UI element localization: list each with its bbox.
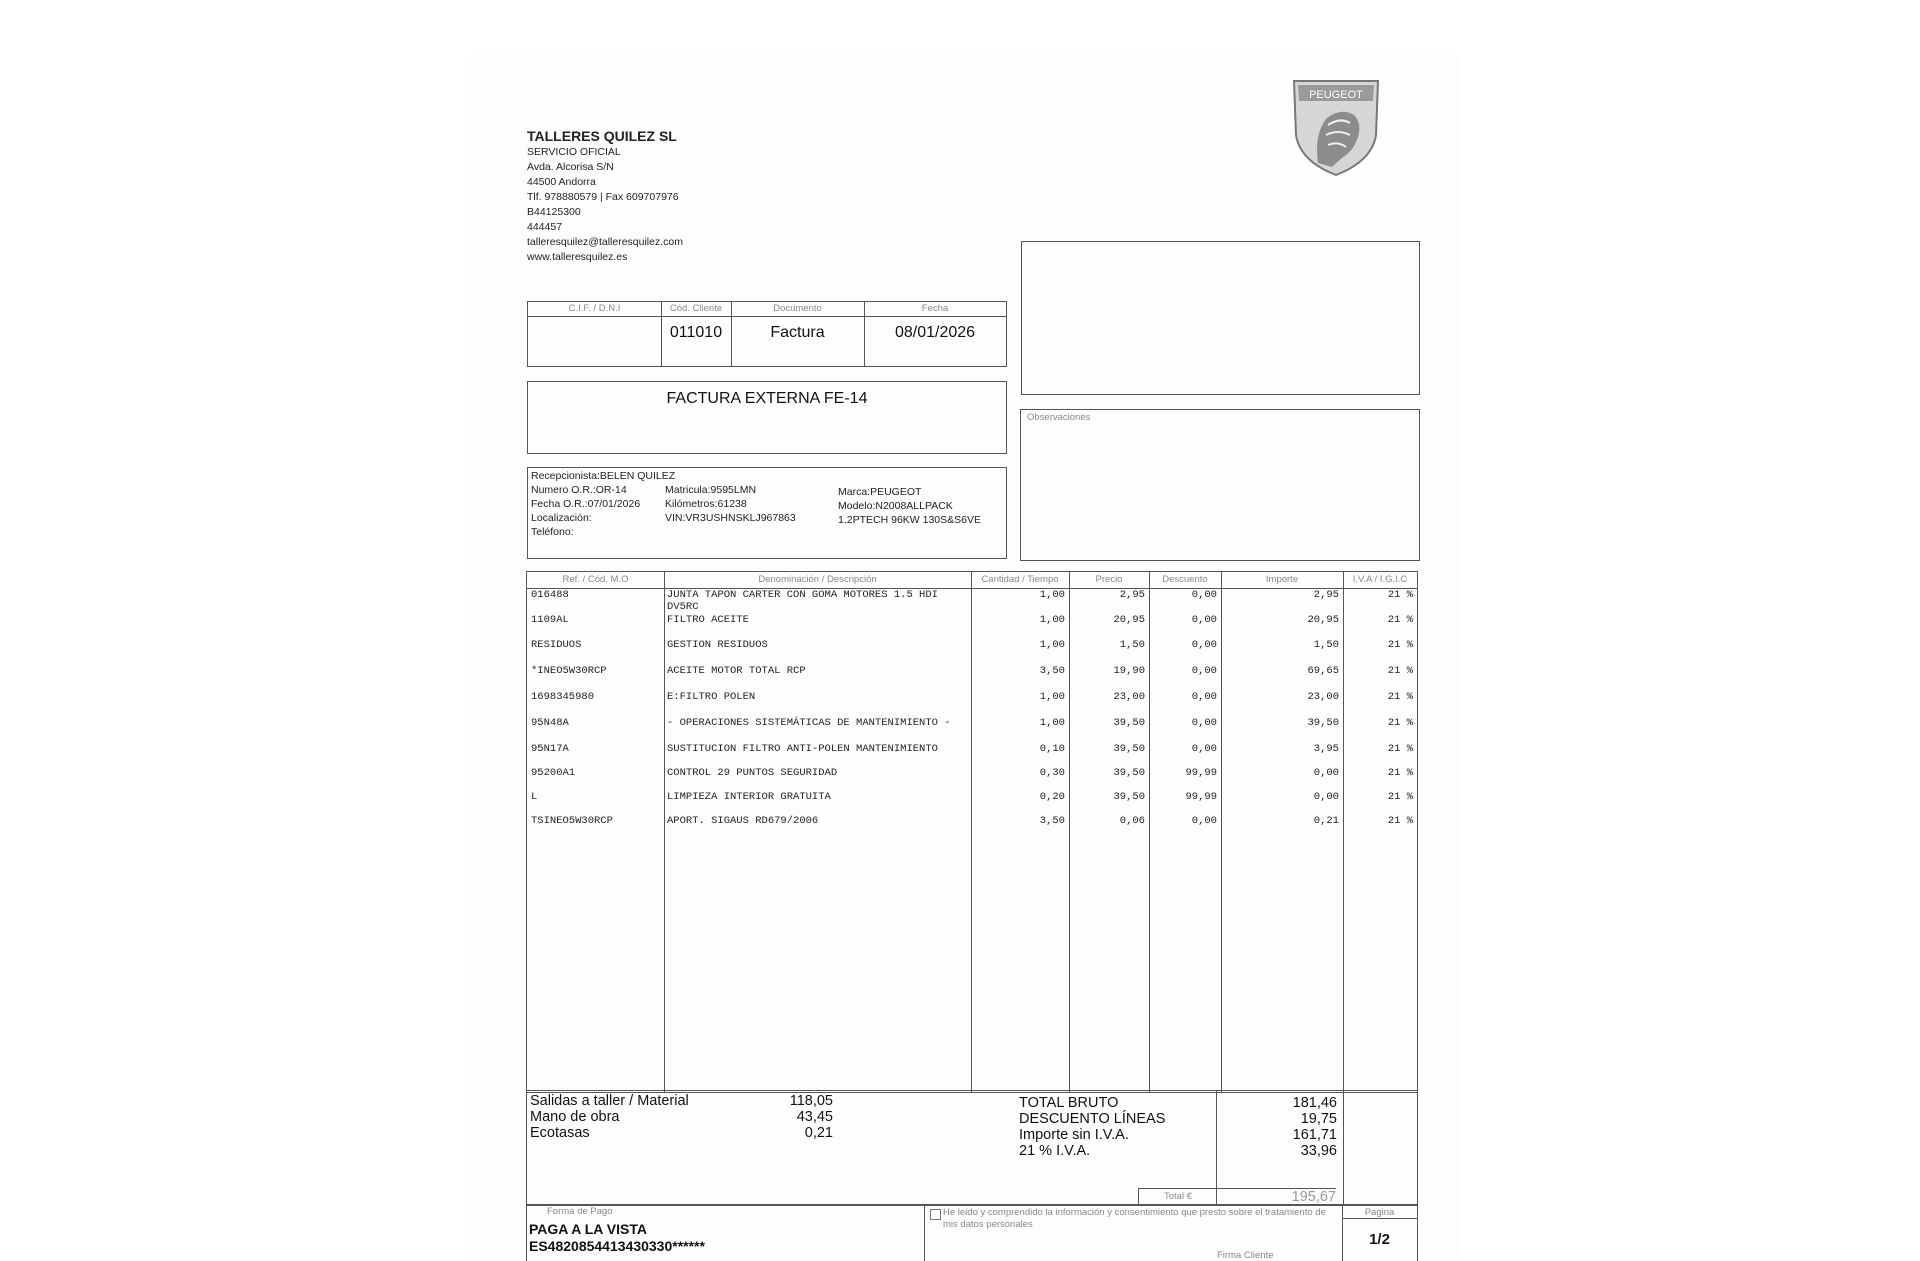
row-price: 39,50 xyxy=(1113,743,1145,755)
company-line: B44125300 xyxy=(527,206,581,218)
page-number: 1/2 xyxy=(1369,1231,1390,1248)
labor-label: Mano de obra xyxy=(530,1109,620,1125)
row-discount: 0,00 xyxy=(1191,665,1217,677)
col-header-price: Precio xyxy=(1069,572,1149,589)
row-iva: 21 % xyxy=(1387,691,1413,703)
col-header-qty: Cantidad / Tiempo xyxy=(971,572,1069,589)
row-discount: 0,00 xyxy=(1191,691,1217,703)
row-price: 19,90 xyxy=(1113,665,1145,677)
table-row xyxy=(527,589,1417,613)
invoice-title-box xyxy=(527,381,1007,454)
document-header-box xyxy=(527,301,1007,367)
row-price: 2,95 xyxy=(1119,589,1145,601)
row-desc: FILTRO ACEITE xyxy=(667,614,749,626)
row-qty: 0,30 xyxy=(1039,767,1065,779)
row-desc: ACEITE MOTOR TOTAL RCP xyxy=(667,665,806,677)
payment-method: PAGA A LA VISTA xyxy=(529,1221,647,1237)
row-iva: 21 % xyxy=(1387,639,1413,651)
row-price: 39,50 xyxy=(1113,791,1145,803)
table-row xyxy=(527,691,1417,715)
kilometers: Kilómetros:61238 xyxy=(665,498,747,510)
materials-value: 118,05 xyxy=(789,1093,833,1109)
table-row xyxy=(527,791,1417,815)
company-line: SERVICIO OFICIAL xyxy=(527,146,621,158)
company-line: www.talleresquilez.es xyxy=(527,251,628,263)
row-discount: 0,00 xyxy=(1191,743,1217,755)
row-amount: 39,50 xyxy=(1307,717,1339,729)
summary-right-values xyxy=(1217,1095,1337,1159)
col-header-iva: I.V.A / I.G.I.C xyxy=(1343,572,1417,589)
table-row xyxy=(527,717,1417,741)
row-iva: 21 % xyxy=(1387,717,1413,729)
row-iva: 21 % xyxy=(1387,767,1413,779)
location: Localización: xyxy=(531,512,592,524)
net-amount-value: 161,71 xyxy=(1292,1127,1337,1143)
company-line: Avda. Alcorisa S/N xyxy=(527,161,614,173)
table-row xyxy=(527,614,1417,638)
row-price: 1,50 xyxy=(1119,639,1145,651)
col-header-amount: Importe xyxy=(1221,572,1343,589)
company-line: talleresquilez@talleresquilez.com xyxy=(527,236,683,248)
payment-iban: ES4820854413430330****** xyxy=(529,1238,705,1254)
row-desc: JUNTA TAPON CARTER CON GOMA MOTORES 1.5 HDI DV5RC xyxy=(667,589,938,613)
summary-box xyxy=(526,1090,1418,1206)
row-qty: 1,00 xyxy=(1039,639,1065,651)
date-label: Fecha xyxy=(864,302,1006,317)
model: Modelo:N2008ALLPACK xyxy=(838,500,953,512)
consent-checkbox[interactable] xyxy=(930,1209,941,1220)
row-discount: 0,00 xyxy=(1191,614,1217,626)
table-row xyxy=(527,665,1417,689)
cif-label: C.I.F. / D.N.I xyxy=(528,302,661,317)
total-value: 195,67 xyxy=(1216,1188,1336,1205)
row-ref: 1698345980 xyxy=(531,691,595,703)
row-discount: 0,00 xyxy=(1191,639,1217,651)
items-table xyxy=(526,571,1418,1093)
row-ref: TSINEO5W30RCP xyxy=(531,815,613,827)
row-desc: SUSTITUCION FILTRO ANTI-POLEN MANTENIMIENTO xyxy=(667,743,938,755)
client-code-value: 011010 xyxy=(669,324,723,341)
row-qty: 0,20 xyxy=(1039,791,1065,803)
row-discount: 0,00 xyxy=(1191,815,1217,827)
row-iva: 21 % xyxy=(1387,791,1413,803)
vin: VIN:VR3USHNSKLJ967863 xyxy=(665,512,796,524)
document-label: Documento xyxy=(731,302,864,317)
invoice-title: FACTURA EXTERNA FE-14 xyxy=(666,390,868,407)
company-name: TALLERES QUILEZ SL xyxy=(527,128,677,144)
ecotax-label: Ecotasas xyxy=(530,1125,590,1141)
date-value: 08/01/2026 xyxy=(894,324,976,341)
row-ref: L xyxy=(531,791,538,803)
row-amount: 20,95 xyxy=(1307,614,1339,626)
row-qty: 1,00 xyxy=(1039,691,1065,703)
total-label: Total € xyxy=(1138,1188,1217,1205)
line-discount-label: DESCUENTO LÍNEAS xyxy=(1019,1111,1166,1127)
row-price: 39,50 xyxy=(1113,717,1145,729)
logo-text: PEUGEOT xyxy=(1309,89,1363,101)
row-ref: 95200A1 xyxy=(531,767,576,779)
vehicle-info-col3 xyxy=(838,485,981,527)
table-row xyxy=(527,639,1417,663)
row-ref: 1109AL xyxy=(531,614,569,626)
payment-label: Forma de Pago xyxy=(547,1206,613,1217)
receptionist: Recepcionista:BELEN QUILEZ xyxy=(531,470,676,482)
summary-left-labels xyxy=(530,1093,689,1141)
vat-label: 21 % I.V.A. xyxy=(1019,1143,1091,1159)
row-qty: 0,10 xyxy=(1039,743,1065,755)
net-amount-label: Importe sin I.V.A. xyxy=(1019,1127,1129,1143)
document-type-value: Factura xyxy=(770,324,825,341)
row-ref: 016488 xyxy=(531,589,569,601)
materials-label: Salidas a taller / Material xyxy=(530,1093,689,1109)
row-discount: 99,99 xyxy=(1185,791,1217,803)
row-desc: E:FILTRO POLEN xyxy=(667,691,756,703)
company-block xyxy=(527,128,683,265)
row-desc: LIMPIEZA INTERIOR GRATUITA xyxy=(667,791,831,803)
brand: Marca:PEUGEOT xyxy=(838,486,922,498)
ecotax-value: 0,21 xyxy=(804,1125,833,1141)
consent-text: He leido y comprendido la información y consentimiento que presto sobre el tratamiento de mis datos personales xyxy=(943,1207,1326,1230)
row-amount: 1,50 xyxy=(1313,639,1339,651)
signature-label: Firma Cliente xyxy=(1217,1250,1274,1261)
row-iva: 21 % xyxy=(1387,815,1413,827)
company-line: Tlf. 978880579 | Fax 609707976 xyxy=(527,191,679,203)
row-ref: 95N48A xyxy=(531,717,569,729)
footer-box xyxy=(526,1204,1418,1261)
order-date: Fecha O.R.:07/01/2026 xyxy=(531,498,641,510)
col-header-ref: Ref. / Cód. M.O xyxy=(527,572,664,589)
labor-value: 43,45 xyxy=(796,1109,833,1125)
license-plate: Matricula:9595LMN xyxy=(665,484,757,496)
row-price: 39,50 xyxy=(1113,767,1145,779)
vehicle-info-col1 xyxy=(531,469,675,539)
company-line: 44500 Andorra xyxy=(527,176,596,188)
table-row xyxy=(527,767,1417,791)
gross-total-label: TOTAL BRUTO xyxy=(1019,1095,1119,1111)
row-discount: 0,00 xyxy=(1191,717,1217,729)
row-amount: 3,95 xyxy=(1313,743,1339,755)
row-qty: 3,50 xyxy=(1039,665,1065,677)
vehicle-info-col2 xyxy=(665,483,796,525)
summary-right-labels xyxy=(1019,1095,1165,1159)
page-label: Pagina xyxy=(1342,1207,1417,1219)
row-discount: 0,00 xyxy=(1191,589,1217,601)
row-ref: 95N17A xyxy=(531,743,569,755)
observations-box xyxy=(1020,409,1420,561)
row-price: 0,06 xyxy=(1119,815,1145,827)
row-desc: - OPERACIONES SISTEMÁTICAS DE MANTENIMIENTO - xyxy=(667,717,951,729)
row-iva: 21 % xyxy=(1387,665,1413,677)
row-iva: 21 % xyxy=(1387,589,1413,601)
summary-left-values xyxy=(717,1093,833,1141)
row-amount: 23,00 xyxy=(1307,691,1339,703)
engine: 1.2PTECH 96KW 130S&S6VE xyxy=(838,514,981,526)
items-rows xyxy=(527,589,1417,1092)
row-qty: 1,00 xyxy=(1039,589,1065,601)
row-desc: CONTROL 29 PUNTOS SEGURIDAD xyxy=(667,767,838,779)
gross-total-value: 181,46 xyxy=(1292,1095,1337,1111)
col-header-desc: Denominación / Descripción xyxy=(664,572,971,589)
row-price: 23,00 xyxy=(1113,691,1145,703)
table-row xyxy=(527,815,1417,839)
line-discount-value: 19,75 xyxy=(1300,1111,1337,1127)
row-amount: 0,00 xyxy=(1313,791,1339,803)
row-iva: 21 % xyxy=(1387,743,1413,755)
row-amount: 0,21 xyxy=(1313,815,1339,827)
table-row xyxy=(527,743,1417,767)
order-number: Numero O.R.:OR-14 xyxy=(531,484,627,496)
vehicle-info-box xyxy=(527,467,1007,559)
vat-value: 33,96 xyxy=(1300,1143,1337,1159)
company-line: 444457 xyxy=(527,221,563,233)
row-ref: *INEO5W30RCP xyxy=(531,665,607,677)
row-amount: 2,95 xyxy=(1313,589,1339,601)
client-code-label: Cód. Cliente xyxy=(661,302,731,317)
row-qty: 3,50 xyxy=(1039,815,1065,827)
peugeot-lion-shield-icon xyxy=(1288,75,1384,179)
row-qty: 1,00 xyxy=(1039,614,1065,626)
row-discount: 99,99 xyxy=(1185,767,1217,779)
row-qty: 1,00 xyxy=(1039,717,1065,729)
observations-label: Observaciones xyxy=(1027,412,1091,423)
row-price: 20,95 xyxy=(1113,614,1145,626)
phone: Teléfono: xyxy=(531,526,574,538)
row-ref: RESIDUOS xyxy=(531,639,582,651)
row-desc: APORT. SIGAUS RD679/2006 xyxy=(667,815,819,827)
row-desc: GESTION RESIDUOS xyxy=(667,639,768,651)
row-amount: 0,00 xyxy=(1313,767,1339,779)
row-iva: 21 % xyxy=(1387,614,1413,626)
col-header-discount: Descuento xyxy=(1149,572,1221,589)
client-address-box xyxy=(1021,241,1420,395)
row-amount: 69,65 xyxy=(1307,665,1339,677)
